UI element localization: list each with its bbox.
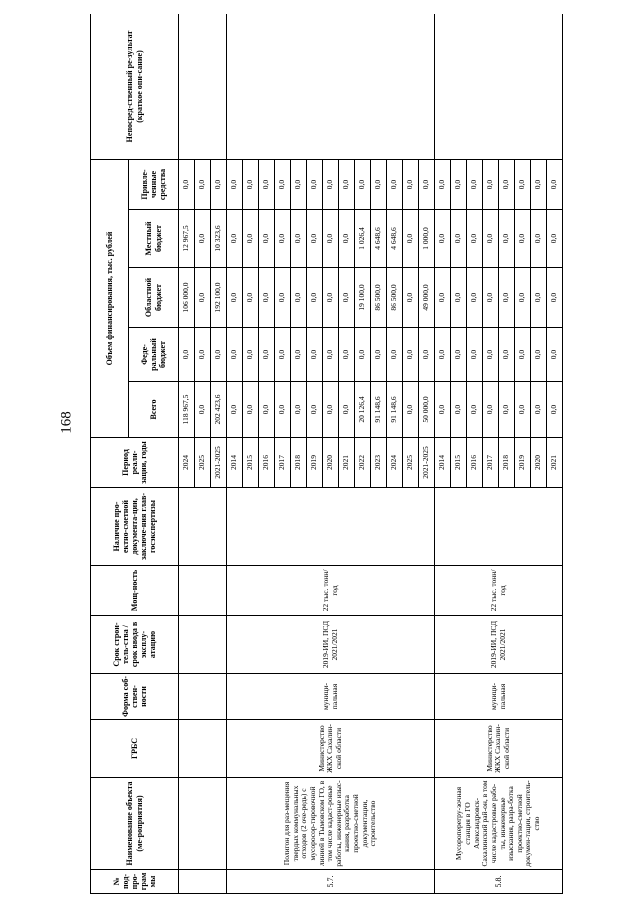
header-total: Всего — [129, 382, 179, 438]
period-cell: 2023 — [371, 438, 387, 488]
period-cell: 2021 — [547, 438, 563, 488]
regional-cell: 49 000,0 — [419, 268, 435, 328]
header-ownership: Форма соб-ствен-ности — [91, 674, 179, 720]
total-cell: 0,0 — [323, 382, 339, 438]
federal-cell: 0,0 — [275, 328, 291, 382]
continuation-blank-cell — [179, 778, 227, 870]
federal-cell: 0,0 — [211, 328, 227, 382]
attracted-cell: 0,0 — [419, 160, 435, 210]
regional-cell: 0,0 — [515, 268, 531, 328]
attracted-cell: 0,0 — [483, 160, 499, 210]
local-cell: 0,0 — [483, 210, 499, 268]
attracted-cell: 0,0 — [403, 160, 419, 210]
continuation-blank-cell — [179, 616, 227, 674]
total-cell: 0,0 — [451, 382, 467, 438]
attracted-cell: 0,0 — [451, 160, 467, 210]
attracted-cell: 0,0 — [227, 160, 243, 210]
total-cell: 0,0 — [339, 382, 355, 438]
regional-cell: 0,0 — [307, 268, 323, 328]
period-cell: 2024 — [387, 438, 403, 488]
table-row — [179, 14, 195, 894]
power-cell: 22 тыс. тонн/год — [227, 566, 435, 616]
attracted-cell: 0,0 — [515, 160, 531, 210]
period-cell: 2021-2025 — [211, 438, 227, 488]
local-cell: 0,0 — [435, 210, 451, 268]
total-cell: 0,0 — [227, 382, 243, 438]
header-result: Непосред-ственный ре-зультат (краткое опи-сание) — [91, 14, 179, 160]
table-row — [227, 14, 243, 894]
object-name-cell: Мусороперегру-зочная станция в ГО Александровск-Сахалинский рай-он, в том числе кадастровые рабо-ты, инженерные изыскания, разра-ботка проектно-сметной докумен-тации, строитель-ство — [435, 778, 563, 870]
federal-cell: 0,0 — [307, 328, 323, 382]
total-cell: 0,0 — [515, 382, 531, 438]
federal-cell: 0,0 — [227, 328, 243, 382]
local-cell: 0,0 — [403, 210, 419, 268]
attracted-cell: 0,0 — [387, 160, 403, 210]
regional-cell: 0,0 — [291, 268, 307, 328]
total-cell: 0,0 — [243, 382, 259, 438]
attracted-cell: 0,0 — [355, 160, 371, 210]
federal-cell: 0,0 — [499, 328, 515, 382]
total-cell: 50 000,0 — [419, 382, 435, 438]
local-cell: 0,0 — [307, 210, 323, 268]
federal-cell: 0,0 — [387, 328, 403, 382]
federal-cell: 0,0 — [547, 328, 563, 382]
local-cell: 0,0 — [531, 210, 547, 268]
page-number: 168 — [58, 411, 75, 434]
attracted-cell: 0,0 — [275, 160, 291, 210]
period-cell: 2018 — [291, 438, 307, 488]
federal-cell: 0,0 — [179, 328, 195, 382]
attracted-cell: 0,0 — [435, 160, 451, 210]
regional-cell: 0,0 — [483, 268, 499, 328]
continuation-blank-cell — [179, 870, 227, 894]
regional-cell: 0,0 — [451, 268, 467, 328]
rotated-table-container — [90, 14, 635, 894]
period-cell: 2016 — [467, 438, 483, 488]
continuation-blank-cell — [179, 674, 227, 720]
local-cell: 0,0 — [259, 210, 275, 268]
federal-cell: 0,0 — [195, 328, 211, 382]
header-local: Местный бюджет — [129, 210, 179, 268]
period-cell: 2015 — [243, 438, 259, 488]
federal-cell: 0,0 — [243, 328, 259, 382]
attracted-cell: 0,0 — [211, 160, 227, 210]
local-cell: 0,0 — [195, 210, 211, 268]
period-cell: 2025 — [195, 438, 211, 488]
total-cell: 0,0 — [547, 382, 563, 438]
period-cell: 2016 — [259, 438, 275, 488]
federal-cell: 0,0 — [403, 328, 419, 382]
total-cell: 20 126,4 — [355, 382, 371, 438]
local-cell: 0,0 — [227, 210, 243, 268]
total-cell: 0,0 — [195, 382, 211, 438]
local-cell: 0,0 — [275, 210, 291, 268]
continuation-blank-cell — [179, 566, 227, 616]
regional-cell: 0,0 — [339, 268, 355, 328]
attracted-cell: 0,0 — [323, 160, 339, 210]
header-term: Срок строи-тель-ства / срок ввода в эксплу-атацию — [91, 616, 179, 674]
federal-cell: 0,0 — [419, 328, 435, 382]
attracted-cell: 0,0 — [467, 160, 483, 210]
attracted-cell: 0,0 — [547, 160, 563, 210]
regional-cell: 86 500,0 — [387, 268, 403, 328]
regional-cell: 0,0 — [499, 268, 515, 328]
local-cell: 0,0 — [547, 210, 563, 268]
federal-cell: 0,0 — [339, 328, 355, 382]
header-regional: Областной бюджет — [129, 268, 179, 328]
local-cell: 1 026,4 — [355, 210, 371, 268]
total-cell: 0,0 — [403, 382, 419, 438]
federal-cell: 0,0 — [371, 328, 387, 382]
header-funding: Объем финансирования, тыс. рублей — [91, 160, 129, 438]
result-cell — [179, 14, 227, 160]
period-cell: 2017 — [483, 438, 499, 488]
local-cell: 0,0 — [467, 210, 483, 268]
regional-cell: 192 100,0 — [211, 268, 227, 328]
grbs-cell: Министерство ЖКХ Сахалин-ской области — [227, 720, 435, 778]
attracted-cell: 0,0 — [371, 160, 387, 210]
federal-cell: 0,0 — [355, 328, 371, 382]
table-row — [435, 14, 451, 894]
continuation-blank-cell — [179, 720, 227, 778]
local-cell: 0,0 — [499, 210, 515, 268]
local-cell: 1 000,0 — [419, 210, 435, 268]
total-cell: 0,0 — [531, 382, 547, 438]
federal-cell: 0,0 — [483, 328, 499, 382]
period-cell: 2024 — [179, 438, 195, 488]
regional-cell: 19 100,0 — [355, 268, 371, 328]
docs-cell — [435, 488, 563, 566]
total-cell: 91 148,6 — [371, 382, 387, 438]
total-cell: 202 423,6 — [211, 382, 227, 438]
federal-cell: 0,0 — [531, 328, 547, 382]
term-cell: 2019-ИИ, ПСД 2021/2021 — [435, 616, 563, 674]
object-name-cell: Полигон для раз-мещения твердых коммунальных отходов (2 оче-редь) с мусоросор-тировочной линией в Тымовском ГО, в том числе кадаст-ровые работы, инженерные изыс-кания, разработка проектно-сметной документации, строительство — [227, 778, 435, 870]
regional-cell: 86 500,0 — [371, 268, 387, 328]
total-cell: 91 148,6 — [387, 382, 403, 438]
period-cell: 2021 — [339, 438, 355, 488]
period-cell: 2025 — [403, 438, 419, 488]
local-cell: 0,0 — [323, 210, 339, 268]
regional-cell: 0,0 — [259, 268, 275, 328]
attracted-cell: 0,0 — [339, 160, 355, 210]
local-cell: 10 323,6 — [211, 210, 227, 268]
continuation-blank-cell — [179, 488, 227, 566]
local-cell: 0,0 — [451, 210, 467, 268]
regional-cell: 0,0 — [531, 268, 547, 328]
header-power: Мощ-ность — [91, 566, 179, 616]
local-cell: 4 648,6 — [387, 210, 403, 268]
period-cell: 2020 — [531, 438, 547, 488]
header-period: Период реали-зации, годы — [91, 438, 179, 488]
period-cell: 2020 — [323, 438, 339, 488]
total-cell: 0,0 — [467, 382, 483, 438]
regional-cell: 0,0 — [227, 268, 243, 328]
federal-cell: 0,0 — [515, 328, 531, 382]
total-cell: 0,0 — [483, 382, 499, 438]
regional-cell: 0,0 — [435, 268, 451, 328]
total-cell: 0,0 — [275, 382, 291, 438]
attracted-cell: 0,0 — [243, 160, 259, 210]
period-cell: 2017 — [275, 438, 291, 488]
attracted-cell: 0,0 — [531, 160, 547, 210]
no-cell: 5.8. — [435, 870, 563, 894]
total-cell: 0,0 — [259, 382, 275, 438]
total-cell: 0,0 — [307, 382, 323, 438]
federal-cell: 0,0 — [323, 328, 339, 382]
local-cell: 4 648,6 — [371, 210, 387, 268]
header-no: № под-про-грам мы — [91, 870, 179, 894]
attracted-cell: 0,0 — [499, 160, 515, 210]
ownership-cell: муници-пальная — [435, 674, 563, 720]
docs-cell — [227, 488, 435, 566]
header-grbs: ГРБС — [91, 720, 179, 778]
local-cell: 0,0 — [339, 210, 355, 268]
attracted-cell: 0,0 — [307, 160, 323, 210]
local-cell: 0,0 — [515, 210, 531, 268]
period-cell: 2022 — [355, 438, 371, 488]
regional-cell: 0,0 — [243, 268, 259, 328]
table-viewport — [90, 14, 635, 894]
period-cell: 2021-2025 — [419, 438, 435, 488]
local-cell: 0,0 — [291, 210, 307, 268]
term-cell: 2019-ИИ, ПСД 2021/2021 — [227, 616, 435, 674]
regional-cell: 0,0 — [403, 268, 419, 328]
no-cell: 5.7. — [227, 870, 435, 894]
period-cell: 2014 — [435, 438, 451, 488]
local-cell: 0,0 — [243, 210, 259, 268]
regional-cell: 0,0 — [467, 268, 483, 328]
period-cell: 2015 — [451, 438, 467, 488]
attracted-cell: 0,0 — [259, 160, 275, 210]
ownership-cell: муници-пальная — [227, 674, 435, 720]
regional-cell: 106 000,0 — [179, 268, 195, 328]
header-docs: Наличие про-ектно-сметной документа-ции, заключе-ния глав-госэкспертизы — [91, 488, 179, 566]
period-cell: 2019 — [307, 438, 323, 488]
federal-cell: 0,0 — [467, 328, 483, 382]
total-cell: 0,0 — [499, 382, 515, 438]
attracted-cell: 0,0 — [195, 160, 211, 210]
grbs-cell: Министерство ЖКХ Сахалин-ской области — [435, 720, 563, 778]
header-attracted: Привле-ченные средства — [129, 160, 179, 210]
attracted-cell: 0,0 — [291, 160, 307, 210]
regional-cell: 0,0 — [547, 268, 563, 328]
result-cell — [227, 14, 435, 160]
federal-cell: 0,0 — [259, 328, 275, 382]
result-cell — [435, 14, 563, 160]
total-cell: 0,0 — [435, 382, 451, 438]
period-cell: 2014 — [227, 438, 243, 488]
regional-cell: 0,0 — [323, 268, 339, 328]
regional-cell: 0,0 — [195, 268, 211, 328]
funding-table — [90, 14, 563, 894]
federal-cell: 0,0 — [291, 328, 307, 382]
total-cell: 118 967,5 — [179, 382, 195, 438]
total-cell: 0,0 — [291, 382, 307, 438]
federal-cell: 0,0 — [435, 328, 451, 382]
table-body — [179, 14, 563, 894]
federal-cell: 0,0 — [451, 328, 467, 382]
period-cell: 2018 — [499, 438, 515, 488]
local-cell: 12 967,5 — [179, 210, 195, 268]
header-federal: Феде-ральный бюджет — [129, 328, 179, 382]
regional-cell: 0,0 — [275, 268, 291, 328]
attracted-cell: 0,0 — [179, 160, 195, 210]
period-cell: 2019 — [515, 438, 531, 488]
header-name: Наименование объекта (ме-роприятия) — [91, 778, 179, 870]
power-cell: 22 тыс. тонн/год — [435, 566, 563, 616]
